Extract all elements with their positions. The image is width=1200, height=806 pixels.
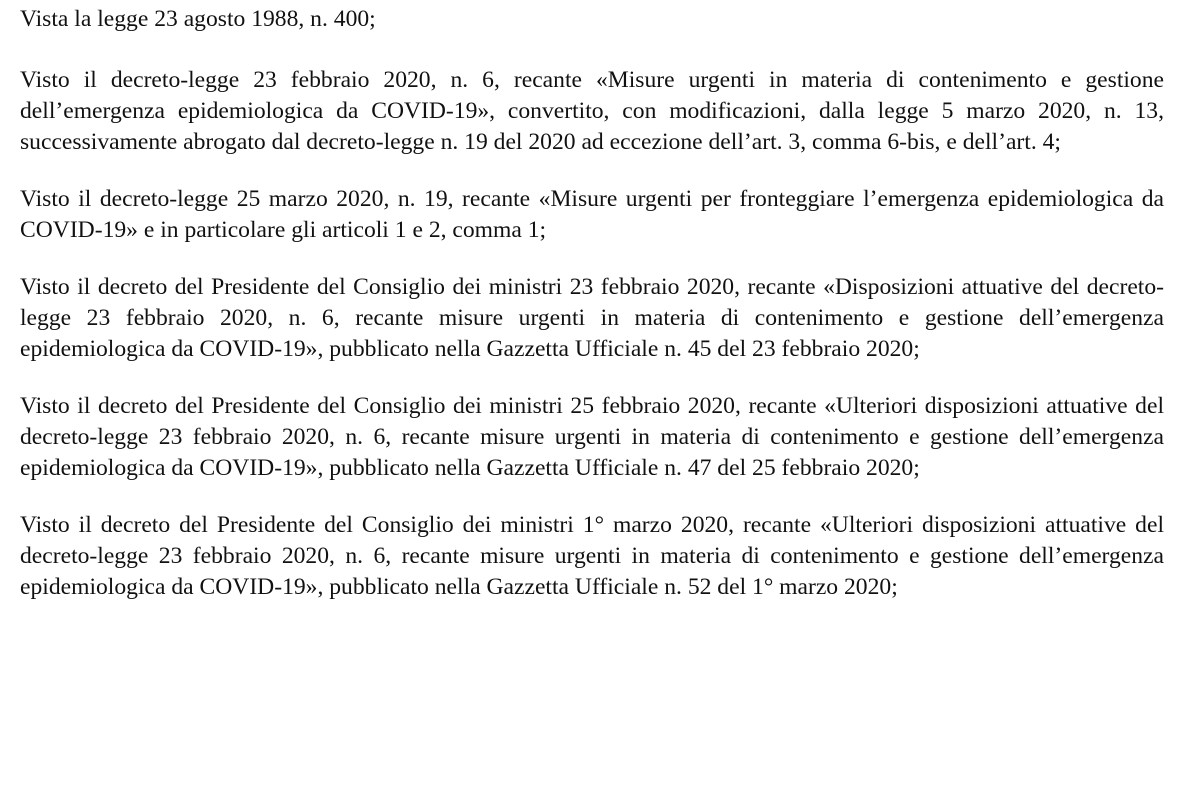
paragraph-legge-400-1988: Vista la legge 23 agosto 1988, n. 400; [20, 6, 376, 32]
paragraph-dpcm-25-febbraio-2020: Visto il decreto del Presidente del Consiglio dei ministri 25 febbraio 2020, recante «Ulteriori disposizioni attuative del decreto-legge 23 febbraio 2020, n. 6, recante misure urgenti in materia di contenimento e gestione dell’emergenza epidemiologica da COVID-19», pubblicato nella Gazzetta Ufficiale n. 47 del 25 febbraio 2020; [20, 393, 1164, 481]
paragraph-decreto-legge-19-2020: Visto il decreto-legge 25 marzo 2020, n. 19, recante «Misure urgenti per fronteggiare l’emergenza epidemiologica da COVID-19» e in particolare gli articoli 1 e 2, comma 1; [20, 186, 1164, 243]
paragraph-dpcm-1-marzo-2020: Visto il decreto del Presidente del Consiglio dei ministri 1° marzo 2020, recante «Ulteriori disposizioni attuative del decreto-legge 23 febbraio 2020, n. 6, recante misure urgenti in materia di contenimento e gestione dell’emergenza epidemiologica da COVID-19», pubblicato nella Gazzetta Ufficiale n. 52 del 1° marzo 2020; [20, 512, 1164, 600]
paragraph-dpcm-23-febbraio-2020: Visto il decreto del Presidente del Consiglio dei ministri 23 febbraio 2020, recante «Disposizioni attuative del decreto-legge 23 febbraio 2020, n. 6, recante misure urgenti in materia di contenimento e gestione dell’emergenza epidemiologica da COVID-19», pubblicato nella Gazzetta Ufficiale n. 45 del 23 febbraio 2020; [20, 274, 1164, 362]
paragraph-decreto-legge-6-2020: Visto il decreto-legge 23 febbraio 2020, n. 6, recante «Misure urgenti in materia di contenimento e gestione dell’emergenza epidemiologica da COVID-19», convertito, con modificazioni, dalla legge 5 marzo 2020, n. 13, successivamente abrogato dal decreto-legge n. 19 del 2020 ad eccezione dell’art. 3, comma 6-bis, e dell’art. 4; [20, 67, 1164, 155]
